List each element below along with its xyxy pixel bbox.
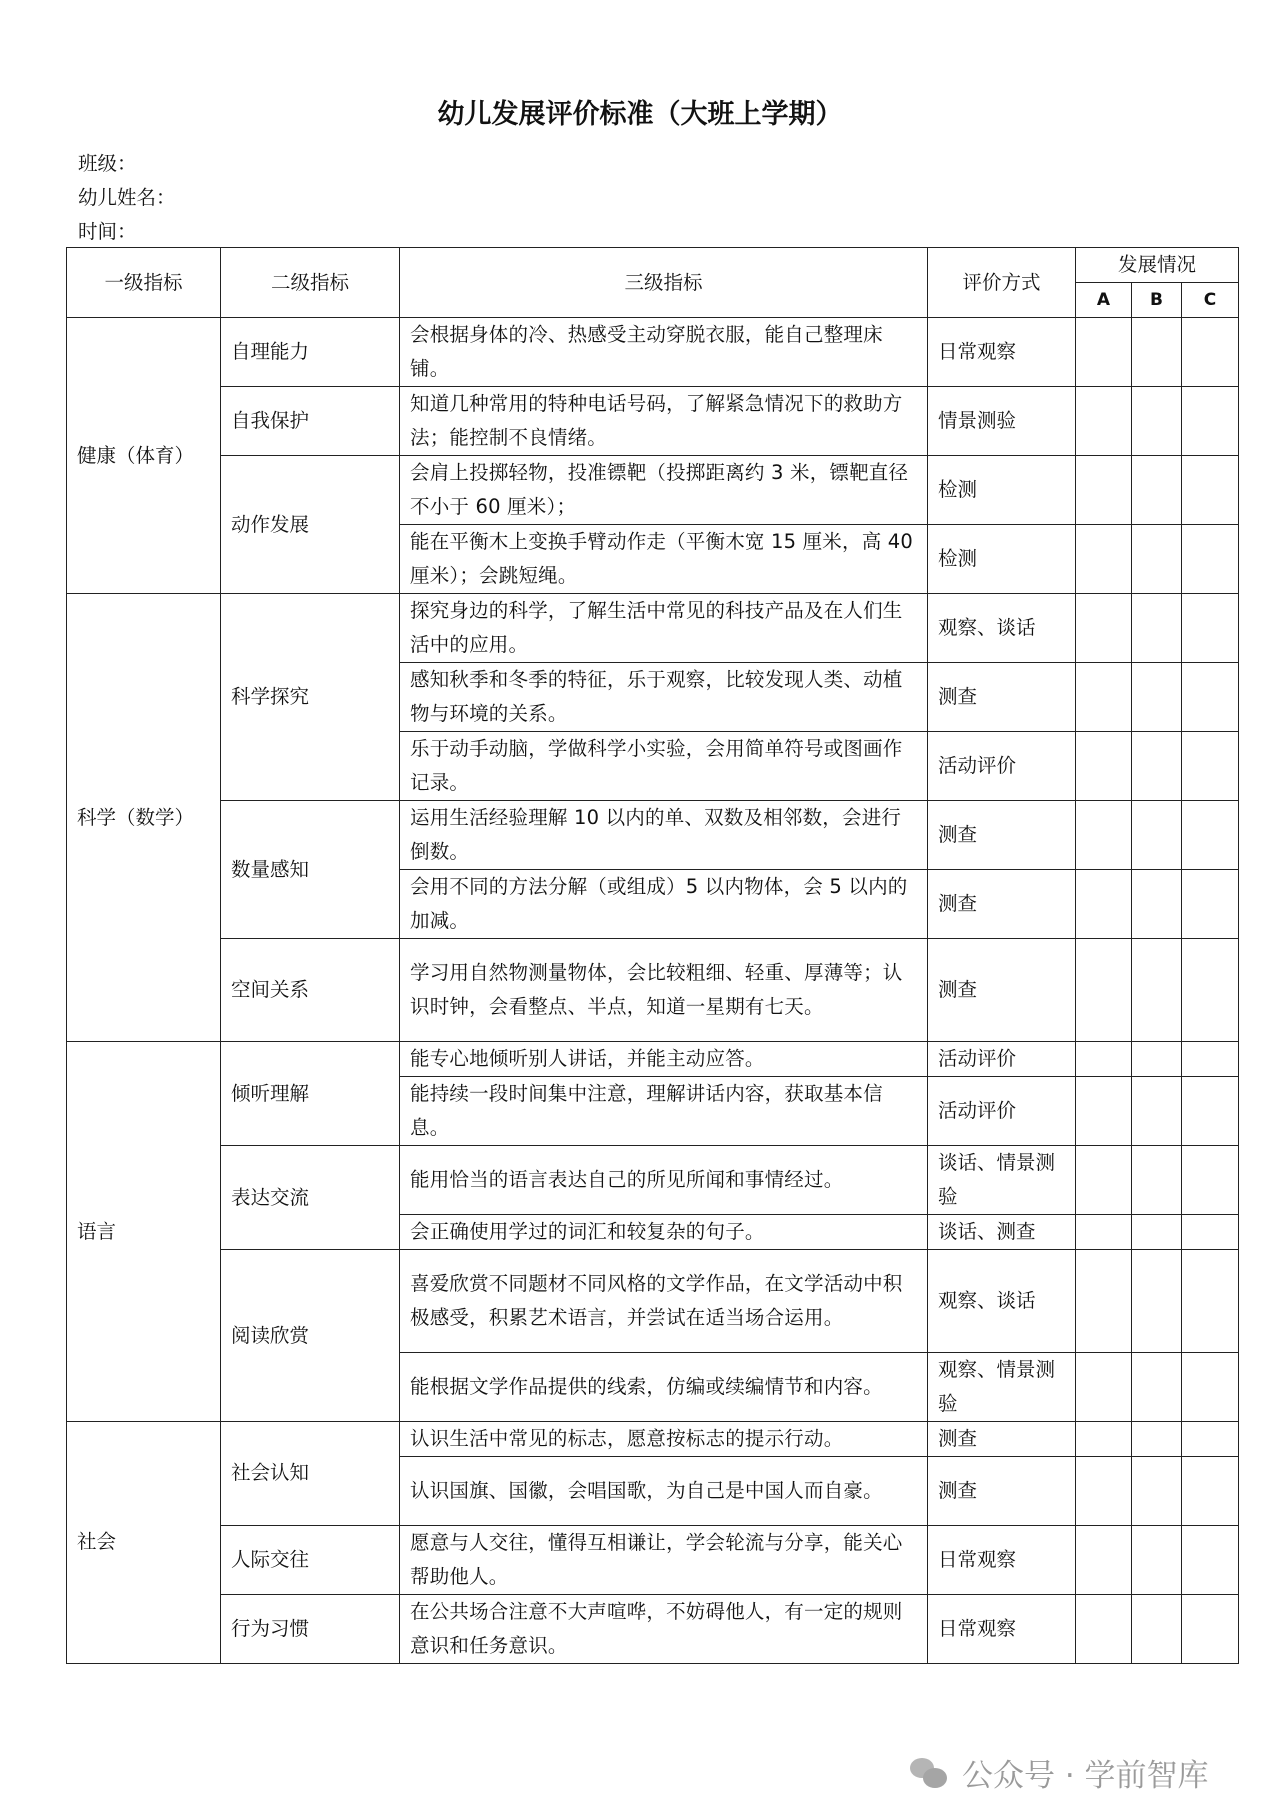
rating-cell-c[interactable] [1182, 318, 1239, 387]
rating-cell-b[interactable] [1132, 1146, 1182, 1215]
rating-cell-a[interactable] [1076, 870, 1132, 939]
table-row [67, 1422, 1239, 1457]
header-a: A [1076, 283, 1132, 318]
rating-cell-c[interactable] [1182, 1250, 1239, 1353]
level2-indicator: 数量感知 [221, 801, 400, 939]
rating-cell-c[interactable] [1182, 1525, 1239, 1594]
level3-indicator: 知道几种常用的特种电话号码，了解紧急情况下的救助方法；能控制不良情绪。 [400, 387, 928, 456]
evaluation-method: 日常观察 [928, 1594, 1076, 1663]
rating-cell-c[interactable] [1182, 1077, 1239, 1146]
time-label: 时间： [78, 220, 137, 243]
class-label: 班级： [78, 152, 137, 175]
rating-cell-a[interactable] [1076, 1215, 1132, 1250]
rating-cell-c[interactable] [1182, 870, 1239, 939]
header-level3: 三级指标 [400, 248, 928, 318]
evaluation-method: 活动评价 [928, 1042, 1076, 1077]
rating-cell-a[interactable] [1076, 456, 1132, 525]
evaluation-method: 测查 [928, 663, 1076, 732]
evaluation-method: 测查 [928, 939, 1076, 1042]
level3-indicator: 能专心地倾听别人讲话，并能主动应答。 [400, 1042, 928, 1077]
header-method: 评价方式 [928, 248, 1076, 318]
child-name-label: 幼儿姓名： [78, 186, 176, 209]
level1-indicator: 健康（体育） [67, 318, 221, 594]
rating-cell-a[interactable] [1076, 1353, 1132, 1422]
evaluation-method: 测查 [928, 1457, 1076, 1526]
rating-cell-b[interactable] [1132, 1077, 1182, 1146]
table-row [67, 1525, 1239, 1594]
level3-indicator: 认识国旗、国徽，会唱国歌，为自己是中国人而自豪。 [400, 1457, 928, 1526]
table-row [67, 318, 1239, 387]
rating-cell-c[interactable] [1182, 1042, 1239, 1077]
table-row [67, 594, 1239, 663]
table-row [67, 1250, 1239, 1353]
level3-indicator: 运用生活经验理解 10 以内的单、双数及相邻数，会进行倒数。 [400, 801, 928, 870]
evaluation-method: 谈话、测查 [928, 1215, 1076, 1250]
evaluation-method: 测查 [928, 801, 1076, 870]
level3-indicator: 喜爱欣赏不同题材不同风格的文学作品，在文学活动中积极感受，积累艺术语言，并尝试在适当场合运用。 [400, 1250, 928, 1353]
rating-cell-a[interactable] [1076, 1525, 1132, 1594]
level3-indicator: 能根据文学作品提供的线索，仿编或续编情节和内容。 [400, 1353, 928, 1422]
level3-indicator: 学习用自然物测量物体，会比较粗细、轻重、厚薄等；认识时钟，会看整点、半点，知道一星期有七天。 [400, 939, 928, 1042]
evaluation-table [66, 247, 1239, 1664]
evaluation-method: 情景测验 [928, 387, 1076, 456]
evaluation-method: 检测 [928, 525, 1076, 594]
level2-indicator: 科学探究 [221, 594, 400, 801]
level2-indicator: 动作发展 [221, 456, 400, 594]
rating-cell-b[interactable] [1132, 1250, 1182, 1353]
table-row [67, 939, 1239, 1042]
rating-cell-b[interactable] [1132, 387, 1182, 456]
evaluation-method: 检测 [928, 456, 1076, 525]
rating-cell-a[interactable] [1076, 1594, 1132, 1663]
rating-cell-c[interactable] [1182, 801, 1239, 870]
level2-indicator: 自我保护 [221, 387, 400, 456]
rating-cell-b[interactable] [1132, 1594, 1182, 1663]
level1-indicator: 科学（数学） [67, 594, 221, 1042]
level3-indicator: 能用恰当的语言表达自己的所见所闻和事情经过。 [400, 1146, 928, 1215]
table-row [67, 456, 1239, 525]
rating-cell-b[interactable] [1132, 1525, 1182, 1594]
rating-cell-c[interactable] [1182, 525, 1239, 594]
rating-cell-a[interactable] [1076, 1457, 1132, 1526]
rating-cell-c[interactable] [1182, 1594, 1239, 1663]
evaluation-method: 测查 [928, 1422, 1076, 1457]
level3-indicator: 愿意与人交往，懂得互相谦让，学会轮流与分享，能关心帮助他人。 [400, 1525, 928, 1594]
evaluation-method: 活动评价 [928, 732, 1076, 801]
rating-cell-b[interactable] [1132, 456, 1182, 525]
level3-indicator: 会肩上投掷轻物，投准镖靶（投掷距离约 3 米，镖靶直径不小于 60 厘米）； [400, 456, 928, 525]
rating-cell-b[interactable] [1132, 732, 1182, 801]
rating-cell-b[interactable] [1132, 594, 1182, 663]
rating-cell-c[interactable] [1182, 387, 1239, 456]
level3-indicator: 在公共场合注意不大声喧哗，不妨碍他人，有一定的规则意识和任务意识。 [400, 1594, 928, 1663]
table-row [67, 801, 1239, 870]
rating-cell-a[interactable] [1076, 939, 1132, 1042]
table-body [67, 318, 1239, 1664]
rating-cell-b[interactable] [1132, 939, 1182, 1042]
rating-cell-c[interactable] [1182, 1422, 1239, 1457]
level1-indicator: 语言 [67, 1042, 221, 1422]
rating-cell-a[interactable] [1076, 1077, 1132, 1146]
level2-indicator: 表达交流 [221, 1146, 400, 1250]
rating-cell-c[interactable] [1182, 939, 1239, 1042]
rating-cell-c[interactable] [1182, 1457, 1239, 1526]
evaluation-method: 日常观察 [928, 318, 1076, 387]
rating-cell-a[interactable] [1076, 1422, 1132, 1457]
level3-indicator: 会正确使用学过的词汇和较复杂的句子。 [400, 1215, 928, 1250]
rating-cell-c[interactable] [1182, 1215, 1239, 1250]
level2-indicator: 空间关系 [221, 939, 400, 1042]
rating-cell-a[interactable] [1076, 801, 1132, 870]
evaluation-method: 活动评价 [928, 1077, 1076, 1146]
header-status: 发展情况 [1076, 248, 1239, 283]
rating-cell-b[interactable] [1132, 525, 1182, 594]
rating-cell-a[interactable] [1076, 732, 1132, 801]
level3-indicator: 认识生活中常见的标志，愿意按标志的提示行动。 [400, 1422, 928, 1457]
level2-indicator: 社会认知 [221, 1422, 400, 1526]
rating-cell-a[interactable] [1076, 318, 1132, 387]
level2-indicator: 行为习惯 [221, 1594, 400, 1663]
header-b: B [1132, 283, 1182, 318]
evaluation-method: 观察、情景测验 [928, 1353, 1076, 1422]
table-row [67, 387, 1239, 456]
rating-cell-b[interactable] [1132, 1353, 1182, 1422]
rating-cell-c[interactable] [1182, 594, 1239, 663]
rating-cell-a[interactable] [1076, 1146, 1132, 1215]
table-row [67, 1146, 1239, 1215]
header-c: C [1182, 283, 1239, 318]
level3-indicator: 乐于动手动脑，学做科学小实验，会用简单符号或图画作记录。 [400, 732, 928, 801]
header-level1: 一级指标 [67, 248, 221, 318]
evaluation-method: 测查 [928, 870, 1076, 939]
rating-cell-a[interactable] [1076, 525, 1132, 594]
evaluation-method: 观察、谈话 [928, 1250, 1076, 1353]
rating-cell-a[interactable] [1076, 663, 1132, 732]
wechat-icon [910, 1756, 950, 1790]
level3-indicator: 会用不同的方法分解（或组成）5 以内物体，会 5 以内的加减。 [400, 870, 928, 939]
rating-cell-a[interactable] [1076, 594, 1132, 663]
level2-indicator: 人际交往 [221, 1525, 400, 1594]
rating-cell-c[interactable] [1182, 663, 1239, 732]
rating-cell-a[interactable] [1076, 1250, 1132, 1353]
table-row [67, 1594, 1239, 1663]
rating-cell-c[interactable] [1182, 1353, 1239, 1422]
rating-cell-b[interactable] [1132, 1422, 1182, 1457]
watermark [910, 1750, 1209, 1795]
rating-cell-b[interactable] [1132, 1215, 1182, 1250]
rating-cell-b[interactable] [1132, 870, 1182, 939]
header-level2: 二级指标 [221, 248, 400, 318]
evaluation-method: 日常观察 [928, 1525, 1076, 1594]
watermark-text: 公众号 · 学前智库 [962, 1758, 1209, 1794]
rating-cell-b[interactable] [1132, 318, 1182, 387]
rating-cell-b[interactable] [1132, 1457, 1182, 1526]
rating-cell-b[interactable] [1132, 801, 1182, 870]
table-row [67, 1042, 1239, 1077]
page-title: 幼儿发展评价标准（大班上学期） [437, 99, 843, 130]
rating-cell-a[interactable] [1076, 1042, 1132, 1077]
rating-cell-c[interactable] [1182, 1146, 1239, 1215]
rating-cell-a[interactable] [1076, 387, 1132, 456]
rating-cell-c[interactable] [1182, 732, 1239, 801]
level3-indicator: 会根据身体的冷、热感受主动穿脱衣服，能自己整理床铺。 [400, 318, 928, 387]
level3-indicator: 探究身边的科学，了解生活中常见的科技产品及在人们生活中的应用。 [400, 594, 928, 663]
evaluation-method: 观察、谈话 [928, 594, 1076, 663]
level3-indicator: 能持续一段时间集中注意，理解讲话内容，获取基本信息。 [400, 1077, 928, 1146]
level2-indicator: 自理能力 [221, 318, 400, 387]
rating-cell-b[interactable] [1132, 1042, 1182, 1077]
rating-cell-c[interactable] [1182, 456, 1239, 525]
level2-indicator: 倾听理解 [221, 1042, 400, 1146]
level2-indicator: 阅读欣赏 [221, 1250, 400, 1422]
evaluation-method: 谈话、情景测验 [928, 1146, 1076, 1215]
level3-indicator: 能在平衡木上变换手臂动作走（平衡木宽 15 厘米，高 40 厘米）；会跳短绳。 [400, 525, 928, 594]
rating-cell-b[interactable] [1132, 663, 1182, 732]
level1-indicator: 社会 [67, 1422, 221, 1664]
level3-indicator: 感知秋季和冬季的特征，乐于观察，比较发现人类、动植物与环境的关系。 [400, 663, 928, 732]
